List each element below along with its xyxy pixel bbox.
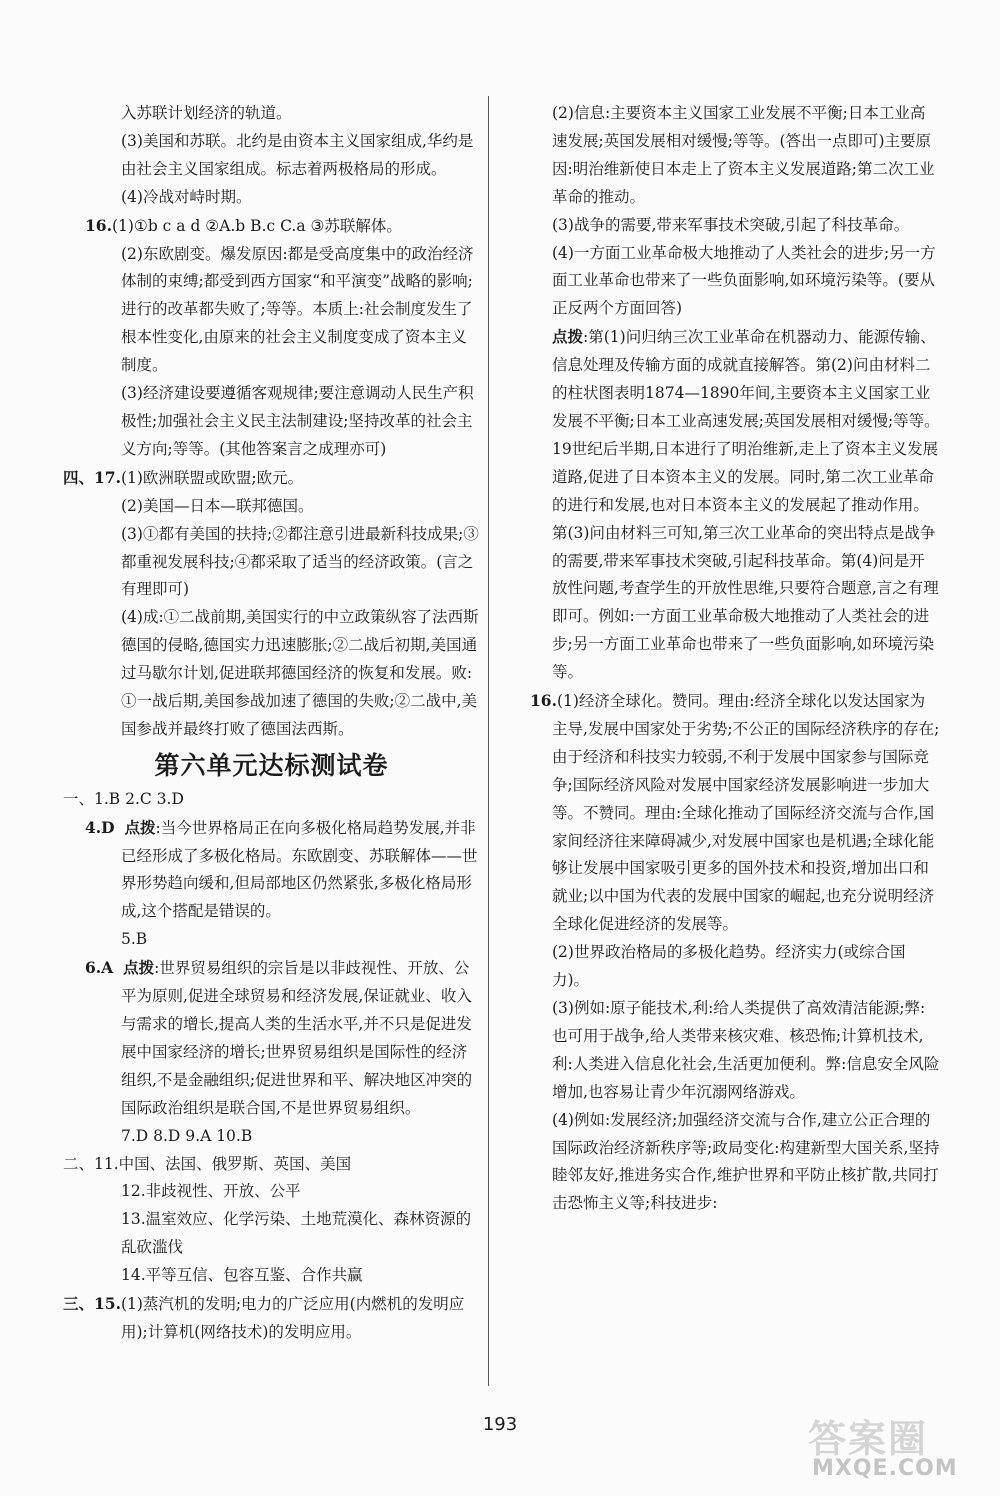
answer-paragraph: (4)成:①二战前期,美国实行的中立政策纵容了法西斯德国的侵略,德国实力迅速膨胀;②二战后初期,美国通过马歇尔计划,促进联邦德国经济的恢复和发展。败:①一战后期,美国参战加速了德国的失败;②二战中,美国参战并最终打败了德国法西斯。 <box>121 608 479 738</box>
hint-label: 点拨 <box>552 327 584 347</box>
answer-text: (1)欧洲联盟或欧盟;欧元。 <box>120 468 304 487</box>
answer-text: (1)经济全球化。赞同。理由:经济全球化以发达国家为主导,发展中国家处于劣势;不公正的国际经济秩序的存在;由于经济和科技实力较弱,不利于发展中国家参与国际竞争;国际经济风险对发展中国家经济发展影响进一步加大等。不赞同。理由:全球化推动了国际经济交流与合作,国家间经济往来障碍减少,对发展中国家也是机遇;全球化能够让发展中国家吸引更多的国外技术和投资,增加出口和就业;以中国为代表的发展中国家的崛起,也充分说明经济全球化促进经济的发展等。 <box>552 692 940 934</box>
answer-paragraph: (2)信息:主要资本主义国家工业发展不平衡;日本工业高速发展;英国发展相对缓慢;等等。(答出一点即可)主要原因:明治维新使日本走上了资本主义发展道路;第二次工业革命的推动。 <box>552 104 935 206</box>
answer-text: (1)①b c a d ②A.b B.c C.a ③苏联解体。 <box>111 216 402 235</box>
question-15-answer <box>63 1290 480 1347</box>
answer-paragraph: (2)东欧剧变。爆发原因:都是受高度集中的政治经济体制的束缚;都受到西方国家“和平演变”战略的影响;进行的改革都失败了;等等。本质上:社会制度发生了根本性变化,由原来的社会主义制度变成了资本主义制度。 <box>121 244 474 375</box>
answer-paragraph: (3)经济建设要遵循客观规律;要注意调动人民生产积极性;加强社会主义民主法制建设;坚持改革的社会主义方向;等等。(其他答案言之成理亦可) <box>121 384 474 458</box>
question-16-answer <box>530 687 940 939</box>
answer-line: 7.D 8.D 9.A 10.B <box>121 1126 253 1145</box>
right-column <box>530 100 940 1218</box>
page-number: 193 <box>482 1414 518 1435</box>
question-number: 16. <box>85 215 112 235</box>
hint-paragraph <box>530 323 940 687</box>
left-column <box>63 100 480 1347</box>
column-divider <box>488 96 489 1386</box>
question-17-answer <box>63 464 480 493</box>
answer-line: 14.平等互信、包容互鉴、合作共赢 <box>121 1266 363 1285</box>
answer-paragraph: (3)例如:原子能技术,利:给人类提供了高效清洁能源;弊:也可用于战争,给人类带来核灾难、核恐怖;计算机技术,利:人类进入信息化社会,生活更加便利。弊:信息安全风险增加,也容易让青少年沉溺网络游戏。 <box>552 999 940 1101</box>
answer-paragraph: (4)冷战对峙时期。 <box>121 187 252 206</box>
question-number: 三、15. <box>63 1294 121 1314</box>
question-6-answer <box>63 954 480 1122</box>
answer-paragraph: (3)战争的需要,带来军事技术突破,引起了科技革命。 <box>552 215 910 234</box>
watermark-title: 答案圈 <box>808 1417 929 1461</box>
watermark-url: MXQE.COM <box>812 1456 958 1481</box>
answer-paragraph: (2)美国—日本—联邦德国。 <box>121 496 314 515</box>
answer-paragraph: (3)美国和苏联。北约是由资本主义国家组成,华约是由社会主义国家组成。标志着两极格局的形成。 <box>121 131 474 178</box>
section-title: 第六单元达标测试卷 <box>154 750 389 780</box>
answer-paragraph: 13.温室效应、化学污染、土地荒漠化、森林资源的乱砍滥伐 <box>121 1210 472 1257</box>
hint-label: 点拨 <box>124 817 156 837</box>
watermark-logo <box>800 1408 990 1488</box>
question-16-answer <box>63 212 480 241</box>
answer-line: 一、1.B 2.C 3.D <box>63 789 184 808</box>
answer-paragraph: (4)一方面工业革命极大地推动了人类社会的进步;另一方面工业革命也带来了一些负面影响,如环境污染等。(要从正反两个方面回答) <box>552 243 936 318</box>
question-number: 16. <box>530 691 557 711</box>
answer-line: 5.B <box>121 930 148 949</box>
answer-line: 12.非歧视性、开放、公平 <box>121 1182 301 1201</box>
answer-paragraph: (3)①都有美国的扶持;②都注意引进最新科技成果;③都重视发展科技;④都采取了适当的经济政策。(言之有理即可) <box>121 524 479 599</box>
hint-text: :世界贸易组织的宗旨是以非歧视性、开放、公平为原则,促进全球贸易和经济发展,保证就业、收入与需求的增长,提高人类的生活水平,并不只是促进发展中国家经济的增长;世界贸易组织是国际性的经济组织,不是金融组织;促进世界和平、解决地区冲突的国际政治组织是联合国,不是世界贸易组织。 <box>121 959 473 1117</box>
answer-line: 二、11.中国、法国、俄罗斯、英国、美国 <box>63 1154 352 1173</box>
hint-text: :第(1)问归纳三次工业革命在机器动力、能源传输、信息处理及传输方面的成就直接解答。第(2)问由材料二的柱状图表明1874—1890年间,主要资本主义国家工业发展不平衡;日本工业高速发展;英国发展相对缓慢;等等。19世纪后半期,日本进行了明治维新,走上了资本主义发展道路,促进了日本资本主义的发展。同时,第二次工业革命的进行和发展,也对日本资本主义的发展起了推动作用。第(3)问由材料三可知,第三次工业革命的突出特点是战争的需要,带来军事技术突破,引起科技革命。第(4)问是开放性问题,考查学生的开放性思维,只要符合题意,言之有理即可。例如:一方面工业革命极大地推动了人类社会的进步;另一方面工业革命也带来了一些负面影响,如环境污染等。 <box>552 328 940 682</box>
question-number: 4.D <box>85 817 115 837</box>
hint-label: 点拨 <box>123 958 155 978</box>
answer-paragraph: (4)例如:发展经济;加强经济交流与合作,建立公正合理的国际政治经济新秩序等;政局变化:构建新型大国关系,坚持睦邻友好,推进务实合作,维护世界和平防止核扩散,共同打击恐怖主义等;科技进步: <box>552 1110 940 1213</box>
question-number: 四、17. <box>63 467 121 487</box>
answer-text: (1)蒸汽机的发明;电力的广泛应用(内燃机的发明应用);计算机(网络技术)的发明应用。 <box>120 1295 465 1341</box>
answer-paragraph: (2)世界政治格局的多极化趋势。经济实力(或综合国力)。 <box>552 943 906 990</box>
answer-line: 入苏联计划经济的轨道。 <box>121 104 292 122</box>
question-number: 6.A <box>85 958 114 978</box>
hint-text: :当今世界格局正在向多极化格局趋势发展,并非已经形成了多极化格局。东欧剧变、苏联解体——世界形势趋向缓和,但局部地区仍然紧张,多极化格局形成,这个搭配是错误的。 <box>121 818 478 921</box>
question-4-answer <box>63 814 480 927</box>
